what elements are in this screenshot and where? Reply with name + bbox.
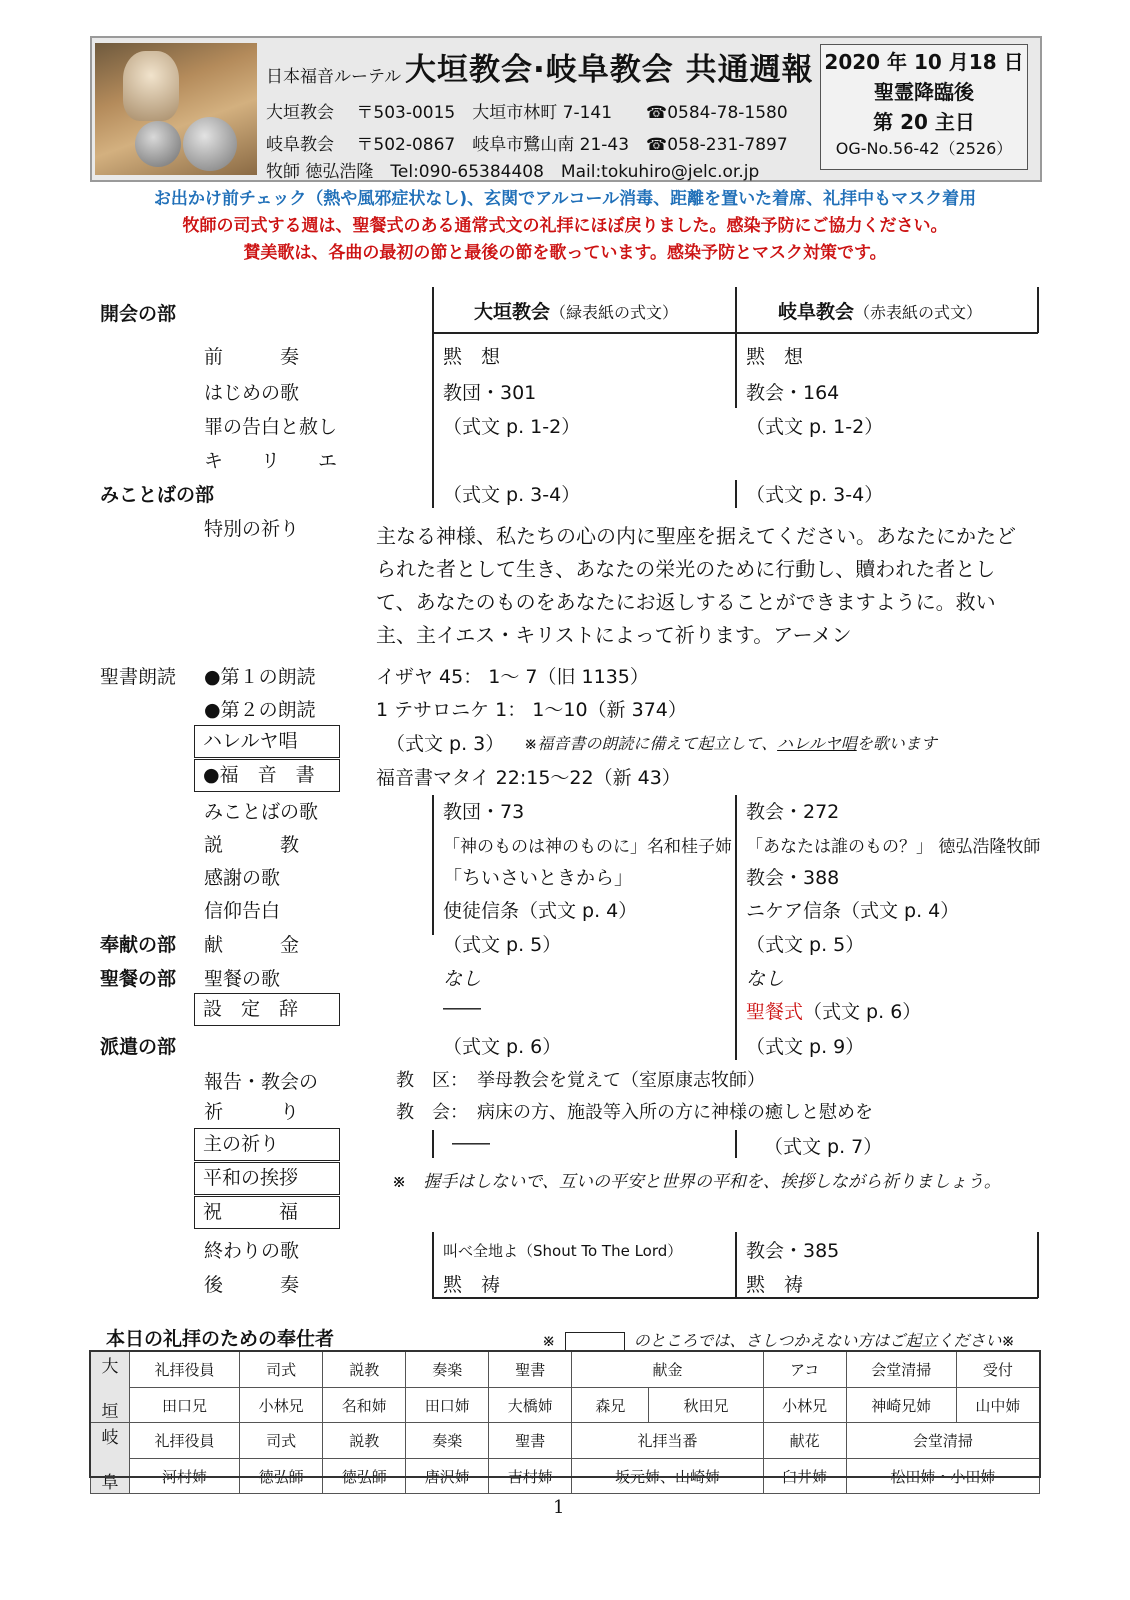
ogaki-role: 献金 — [572, 1352, 763, 1388]
prayer-district: 教 区： 挙母教会を覚えて（室原康志牧師） — [396, 1070, 765, 1091]
postlude-ogaki: 黙 祷 — [443, 1274, 501, 1296]
item-hymn-of-day: みことばの歌 — [204, 801, 319, 823]
gifu-address: 岐阜教会 〒502-0867 岐阜市鷺山南 21-43 ☎058-231-7897 — [266, 135, 788, 155]
issue-number: OG-No.56-42（2526） — [835, 139, 1013, 158]
grid-line — [735, 333, 737, 408]
word-gifu: （式文 p. 3-4） — [746, 484, 884, 506]
ogaki-role: 説教 — [323, 1352, 406, 1388]
grid-line — [432, 1130, 434, 1158]
org-name: 日本福音ルーテル — [266, 67, 402, 87]
gifu-server: 松田姉・小田姉 — [846, 1459, 1039, 1494]
item-confession: 罪の告白と赦し — [204, 416, 338, 438]
ogaki-server: 山中姉 — [956, 1388, 1039, 1423]
item-lords-prayer: 主の祈り — [194, 1128, 340, 1161]
grid-line — [735, 480, 737, 508]
institution-ogaki: ―― — [443, 997, 481, 1019]
gifu-role: 礼拝役員 — [130, 1423, 240, 1459]
grid-line — [432, 1297, 1038, 1299]
sending-gifu: （式文 p. 9） — [746, 1036, 865, 1058]
grid-line — [735, 795, 737, 935]
item-opening-hymn: はじめの歌 — [204, 382, 300, 404]
pastor-contact: 牧師 徳弘浩隆 Tel:090-65384408 Mail:tokuhiro@jelc.or.jp — [266, 162, 760, 182]
ogaki-server: 小林兄 — [240, 1388, 323, 1423]
first-reading: イザヤ 45： 1～ 7（旧 1135） — [376, 666, 649, 688]
ogaki-role: アコ — [763, 1352, 846, 1388]
ogaki-role: 司式 — [240, 1352, 323, 1388]
offering-gifu: （式文 p. 5） — [746, 934, 865, 956]
alleluia-liturgy: （式文 p. 3） — [386, 733, 505, 755]
gifu-role: 奏楽 — [406, 1423, 489, 1459]
institution-gifu: 聖餐式（式文 p. 6） — [746, 1001, 922, 1023]
col-header-gifu: 岐阜教会（赤表紙の式文） — [778, 301, 983, 323]
liturgical-season: 聖霊降臨後 — [874, 80, 974, 104]
col-header-ogaki: 大垣教会（緑表紙の式文） — [474, 301, 679, 323]
grid-line — [432, 795, 434, 935]
ogaki-server: 森兄 — [572, 1388, 649, 1423]
confession-gifu: （式文 p. 1-2） — [746, 416, 884, 438]
sunday-number: 第 20 主日 — [873, 110, 975, 134]
item-words-of-institution: 設 定 辞 — [194, 993, 340, 1026]
grid-line — [432, 1232, 434, 1298]
grid-line — [735, 930, 737, 1060]
notice-hymns: 賛美歌は、各曲の最初の節と最後の節を歌っています。感染予防とマスク対策です。 — [243, 243, 887, 263]
grid-line — [432, 287, 434, 333]
communion-hymn-ogaki: なし — [443, 968, 482, 990]
opening-hymn-gifu: 教会・164 — [746, 382, 840, 404]
ogaki-server: 小林兄 — [763, 1388, 846, 1423]
closing-hymn-gifu: 教会・385 — [746, 1240, 840, 1262]
item-announcements: 報告・教会の — [204, 1071, 319, 1093]
section-word: みことばの部 — [100, 484, 215, 506]
gifu-role: 会堂清掃 — [846, 1423, 1039, 1459]
item-alleluia: ハレルヤ唱 — [194, 725, 340, 758]
ogaki-role: 聖書 — [489, 1352, 572, 1388]
sermon-gifu: 「あなたは誰のもの？」 徳弘浩隆牧師 — [746, 837, 1041, 857]
grid-line — [735, 1232, 737, 1298]
item-prayers: 祈 り — [204, 1101, 300, 1123]
grid-line — [432, 333, 434, 508]
ogaki-role: 礼拝役員 — [130, 1352, 240, 1388]
prayer-church: 教 会： 病床の方、施設等入所の方に神様の癒しと慰めを — [396, 1102, 873, 1123]
offering-ogaki: （式文 p. 5） — [443, 934, 562, 956]
item-creed: 信仰告白 — [204, 900, 281, 922]
standing-box-sample — [565, 1332, 625, 1352]
ogaki-server: 田口姉 — [406, 1388, 489, 1423]
grid-line — [1037, 1232, 1039, 1298]
item-postlude: 後 奏 — [204, 1274, 300, 1296]
item-thanksgiving-hymn: 感謝の歌 — [204, 867, 281, 889]
gifu-role: 聖書 — [489, 1423, 572, 1459]
lords-prayer-ogaki: ―― — [452, 1132, 490, 1154]
date-box — [820, 44, 1028, 170]
sending-ogaki: （式文 p. 6） — [443, 1036, 562, 1058]
item-kyrie: キ リ エ — [204, 450, 338, 472]
second-reading: 1 テサロニケ 1： 1～10（新 374） — [376, 699, 687, 721]
postlude-gifu: 黙 祷 — [746, 1274, 804, 1296]
creed-gifu: ニケア信条（式文 p. 4） — [746, 900, 960, 922]
item-prayer-of-day: 特別の祈り — [204, 518, 300, 540]
thanksgiving-hymn-gifu: 教会・388 — [746, 867, 840, 889]
notice-covid-check: お出かけ前チェック（熱や風邪症状なし)、玄関でアルコール消毒、距離を置いた着席、礼拝中もマスク着用 — [153, 189, 977, 209]
ogaki-address: 大垣教会 〒503-0015 大垣市林町 7-141 ☎0584-78-1580 — [266, 103, 788, 123]
page-number: 1 — [553, 1497, 565, 1518]
notice-liturgy: 牧師の司式する週は、聖餐式のある通常式文の礼拝にほぼ戻りました。感染予防にご協力ください。 — [182, 216, 948, 236]
servers-table-frame — [89, 1350, 1041, 1478]
prelude-gifu: 黙 想 — [746, 346, 804, 368]
alleluia-note: ※福音書の朗読に備えて起立して、ハレルヤ唱を歌います — [524, 734, 937, 753]
ogaki-server: 田口兄 — [130, 1388, 240, 1423]
ogaki-role: 受付 — [956, 1352, 1039, 1388]
peace-note: ※ 握手はしないで、互いの平安と世界の平和を、挨拶しながら祈りましょう。 — [392, 1172, 1001, 1192]
bulletin-title: 大垣教会·岐阜教会 共通週報 — [405, 52, 814, 88]
section-opening: 開会の部 — [100, 303, 177, 325]
gifu-server: 坂元姉、山崎姉 — [572, 1459, 763, 1494]
ogaki-role: 奏楽 — [406, 1352, 489, 1388]
gifu-server: 河村姉 — [130, 1459, 240, 1494]
grid-line — [1037, 287, 1039, 333]
gifu-role: 司式 — [240, 1423, 323, 1459]
confession-ogaki: （式文 p. 1-2） — [443, 416, 581, 438]
header-logo-image — [95, 43, 257, 175]
gifu-server: 臼井姉 — [763, 1459, 846, 1494]
item-peace: 平和の挨拶 — [194, 1162, 340, 1195]
creed-ogaki: 使徒信条（式文 p. 4） — [443, 900, 638, 922]
section-reading: 聖書朗読 — [100, 666, 177, 688]
gifu-server: 徳弘師 — [240, 1459, 323, 1494]
grid-line — [735, 287, 737, 333]
servers-note: ※ のところでは、さしつかえない方はご起立ください※ — [542, 1331, 1015, 1350]
prayer-text: 主なる神様、私たちの心の内に聖座を据えてください。あなたにかたどられた者として生き、あなたの栄光のために行動し、贖われた者として、あなたのものをあなたにお返しすることができますように。救い主、主イエス・キリストによって祈ります。アーメン — [376, 524, 1016, 647]
item-sermon: 説 教 — [204, 834, 300, 856]
ogaki-server: 秋田兄 — [649, 1388, 763, 1423]
item-closing-hymn: 終わりの歌 — [204, 1240, 300, 1262]
ogaki-server: 大橋姉 — [489, 1388, 572, 1423]
service-date: 2020 年 10 月18 日 — [824, 50, 1024, 74]
thanksgiving-hymn-ogaki: 「ちいさいときから」 — [443, 867, 634, 889]
gospel-reading: 福音書マタイ 22:15～22（新 43） — [376, 767, 681, 789]
gifu-server: 吉村姉 — [489, 1459, 572, 1494]
item-second-reading: ●第２の朗読 — [204, 699, 316, 721]
closing-hymn-ogaki: 叫べ全地よ（Shout To The Lord） — [443, 1242, 683, 1260]
section-offering: 奉献の部 — [100, 934, 177, 956]
hymn-of-day-ogaki: 教団・73 — [443, 801, 525, 823]
gifu-server: 徳弘師 — [323, 1459, 406, 1494]
prelude-ogaki: 黙 想 — [443, 346, 501, 368]
section-communion: 聖餐の部 — [100, 968, 177, 990]
item-first-reading: ●第１の朗読 — [204, 666, 316, 688]
item-communion-hymn: 聖餐の歌 — [204, 968, 281, 990]
sermon-ogaki: 「神のものは神のものに」名和桂子姉 — [443, 837, 732, 857]
word-ogaki: （式文 p. 3-4） — [443, 484, 581, 506]
section-sending: 派遣の部 — [100, 1036, 177, 1058]
item-offering: 献 金 — [204, 934, 300, 956]
ogaki-role: 会堂清掃 — [846, 1352, 956, 1388]
gifu-role: 礼拝当番 — [572, 1423, 763, 1459]
ogaki-server: 名和姉 — [323, 1388, 406, 1423]
item-benediction: 祝 福 — [194, 1196, 340, 1229]
item-gospel: ●福 音 書 — [194, 759, 340, 792]
opening-hymn-ogaki: 教団・301 — [443, 382, 537, 404]
gifu-label: 岐 阜 — [91, 1423, 130, 1494]
hymn-of-day-gifu: 教会・272 — [746, 801, 840, 823]
item-prelude: 前 奏 — [204, 346, 300, 368]
lords-prayer-gifu: （式文 p. 7） — [764, 1136, 883, 1158]
grid-line — [735, 1130, 737, 1158]
servers-title: 本日の礼拝のための奉仕者 — [106, 1328, 335, 1350]
gifu-server: 唐沢姉 — [406, 1459, 489, 1494]
ogaki-server: 神崎兄姉 — [846, 1388, 956, 1423]
gifu-role: 献花 — [763, 1423, 846, 1459]
ogaki-label: 大 垣 — [91, 1352, 130, 1423]
gifu-role: 説教 — [323, 1423, 406, 1459]
communion-hymn-gifu: なし — [746, 968, 785, 990]
